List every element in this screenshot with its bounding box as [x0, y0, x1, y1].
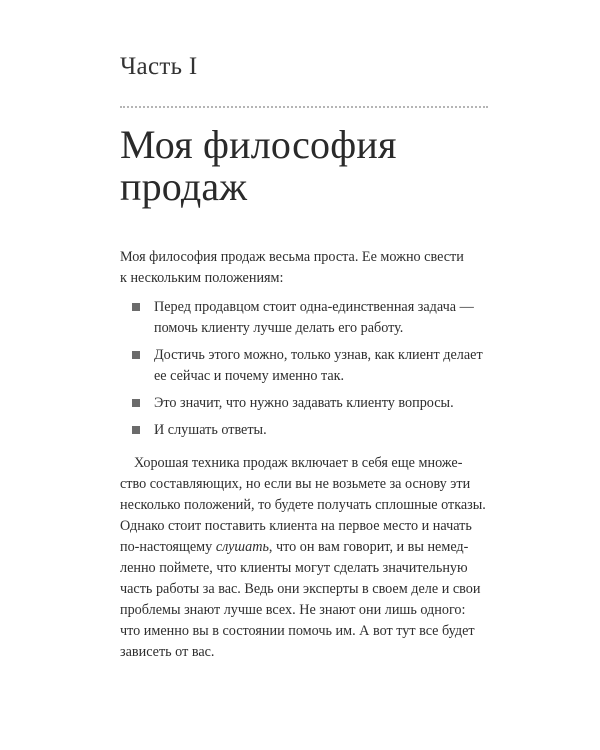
text-line: Хорошая техника продаж включает в себя еще множе- — [134, 455, 463, 471]
chapter-title-line: продаж — [120, 164, 248, 209]
square-bullet-icon — [132, 303, 140, 311]
bullet-list — [120, 297, 490, 441]
text-line — [120, 537, 490, 558]
text-line: помочь клиенту лучше делать его работу. — [154, 320, 404, 336]
text-fragment: по-настоящему — [120, 539, 216, 555]
body-text — [120, 247, 490, 663]
chapter-title-line: Моя философия — [120, 122, 397, 167]
text-line: ство составляющих, но если вы не возьмете за основу эти — [120, 476, 471, 492]
bullet-item — [120, 297, 490, 339]
main-paragraph — [120, 453, 490, 663]
text-line: Достичь этого можно, только узнав, как клиент делает — [154, 347, 483, 363]
text-line: что именно вы в состоянии помочь им. А вот тут все будет — [120, 623, 475, 639]
text-line: ленно поймете, что клиенты могут сделать значительную — [120, 560, 468, 576]
text-line: часть работы за вас. Ведь они эксперты в своем деле и свои — [120, 581, 481, 597]
square-bullet-icon — [132, 351, 140, 359]
text-line: проблемы знают лучше всех. Не знают они лишь одного: — [120, 602, 466, 618]
text-line: Моя философия продаж весьма проста. Ее можно свести — [120, 249, 464, 265]
text-line: И слушать ответы. — [154, 422, 267, 438]
intro-paragraph — [120, 247, 490, 289]
text-line: ее сейчас и почему именно так. — [154, 368, 345, 384]
bullet-item — [120, 393, 490, 414]
text-line: Перед продавцом стоит одна-единственная задача — — [154, 299, 474, 315]
square-bullet-icon — [132, 399, 140, 407]
bullet-item — [120, 345, 490, 387]
part-label: Часть I — [120, 53, 198, 80]
text-line: Это значит, что нужно задавать клиенту вопросы. — [154, 395, 454, 411]
text-line: зависеть от вас. — [120, 644, 215, 660]
text-fragment: , что он вам говорит, и вы немед- — [268, 539, 469, 555]
dotted-divider — [120, 106, 488, 108]
text-line: Однако стоит поставить клиента на первое место и начать — [120, 518, 472, 534]
chapter-title — [120, 124, 500, 208]
emphasized-word: слушать — [215, 539, 269, 555]
text-line: несколько положений, то будете получать сплошные отказы. — [120, 497, 486, 513]
square-bullet-icon — [132, 426, 140, 434]
bullet-item — [120, 420, 490, 441]
text-line: к нескольким положениям: — [120, 270, 284, 286]
